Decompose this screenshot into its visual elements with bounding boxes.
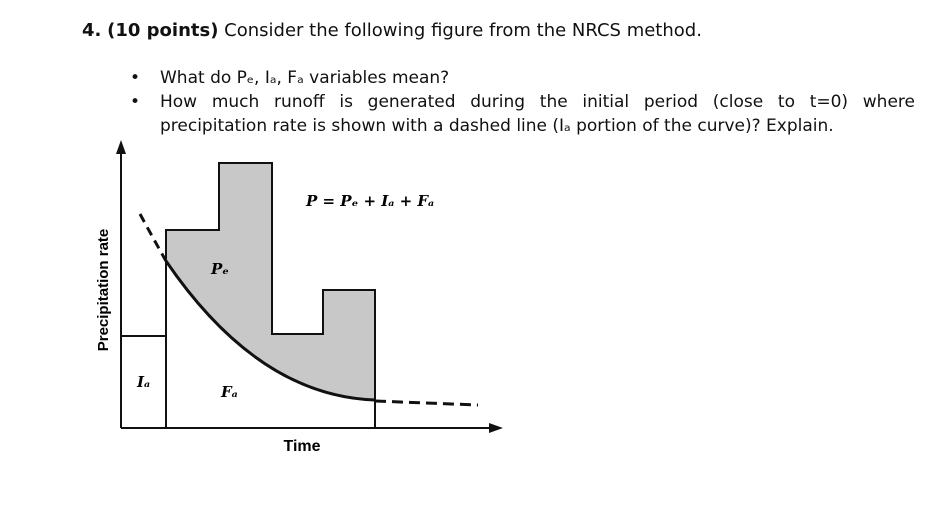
pe-label: Pₑ	[211, 260, 229, 278]
question-text: Consider the following figure from the NRCS method.	[224, 20, 702, 41]
ia-dashed-curve	[140, 214, 166, 261]
bullet-runoff-line2: precipitation rate is shown with a dashed line (Iₐ portion of the curve)? Explain.	[160, 116, 834, 136]
x-axis-label: Time	[283, 438, 321, 455]
bullet-variables-text: What do Pₑ, Iₐ, Fₐ variables mean?	[160, 68, 450, 88]
y-axis-arrow	[116, 140, 126, 154]
ia-label: Iₐ	[137, 373, 151, 391]
question-number: 4.	[82, 20, 102, 41]
fa-label: Fₐ	[221, 383, 238, 401]
question-points: (10 points)	[107, 20, 219, 41]
x-axis-arrow	[489, 423, 503, 433]
y-axis-label: Precipitation rate	[95, 228, 112, 352]
equation-label: P = Pₑ + Iₐ + Fₐ	[306, 192, 435, 210]
bullet-runoff-line1: • How much runoff is generated during the initial period (close to t=0) where	[160, 92, 915, 112]
curve-dashed-tail	[375, 401, 478, 405]
